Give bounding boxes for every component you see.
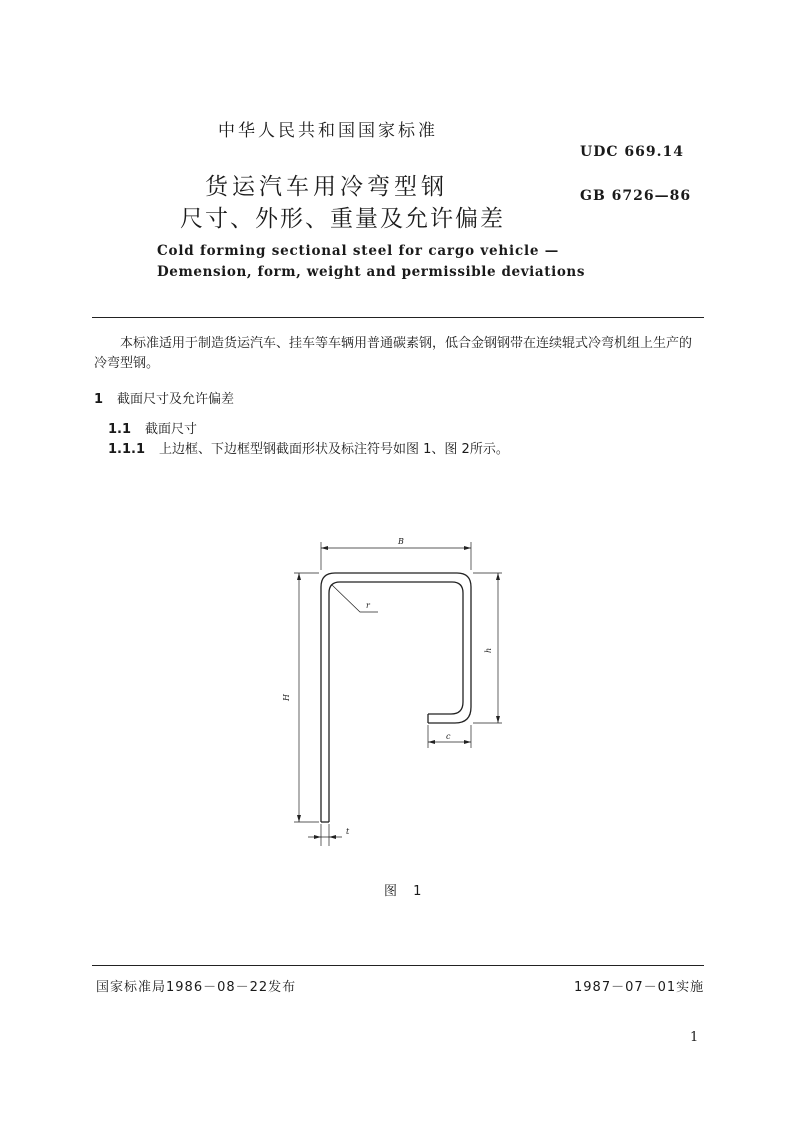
section-number: 1: [94, 392, 104, 407]
arrow-h-top: [297, 573, 301, 580]
page-number: 1: [690, 1030, 699, 1045]
section-text: 上边框、下边框型钢截面形状及标注符号如图 1、图 2所示。: [159, 442, 509, 457]
title-en-line1: Cold forming sectional steel for cargo vehicle —: [157, 243, 560, 259]
arrow-sh-top: [496, 573, 500, 580]
section-1-heading: [94, 388, 234, 407]
title-en-line2: Demension, form, weight and permissible deviations: [157, 264, 586, 280]
label-c: c: [446, 732, 451, 741]
section-title: 截面尺寸: [145, 422, 198, 437]
dim-r-leader: [332, 585, 378, 612]
intro-paragraph: 本标准适用于制造货运汽车、挂车等车辆用普通碳素钢，低合金钢钢带在连续辊式冷弯机组上生产的冷弯型钢。: [94, 336, 693, 371]
udc-code: UDC 669.14: [580, 144, 684, 160]
arrow-h-bottom: [297, 815, 301, 822]
arrow-b-right: [464, 546, 471, 550]
title-cn-line1: 货运汽车用冷弯型钢: [205, 174, 448, 200]
top-divider: [92, 317, 704, 318]
figure-caption: 图 1: [384, 884, 428, 899]
figure-1-section-drawing: [270, 530, 530, 860]
arrow-t-left: [314, 835, 321, 839]
arrow-t-right: [329, 835, 336, 839]
profile-outer: [321, 573, 471, 822]
arrow-sh-bottom: [496, 716, 500, 723]
section-1-1-1-text: [108, 438, 509, 457]
label-h-total: H: [282, 694, 291, 701]
label-r: r: [366, 601, 370, 610]
label-h-inner: h: [484, 647, 493, 653]
title-cn-line2: 尺寸、外形、重量及允许偏差: [180, 206, 505, 232]
gb-code: GB 6726—86: [580, 188, 692, 204]
implementation-date: 1987－07－01实施: [574, 980, 705, 995]
label-t: t: [346, 827, 350, 836]
section-1-1-heading: [108, 418, 197, 437]
profile-inner: [329, 582, 463, 822]
arrow-b-left: [321, 546, 328, 550]
arrow-c-left: [428, 740, 435, 744]
issue-date: 国家标准局1986－08－22发布: [96, 980, 297, 995]
label-b: B: [398, 537, 404, 546]
bottom-divider: [92, 965, 704, 966]
section-number: 1.1.1: [108, 442, 146, 457]
section-number: 1.1: [108, 422, 132, 437]
section-title: 截面尺寸及允许偏差: [117, 392, 235, 407]
standard-title: 中华人民共和国国家标准: [218, 121, 438, 141]
arrow-c-right: [464, 740, 471, 744]
